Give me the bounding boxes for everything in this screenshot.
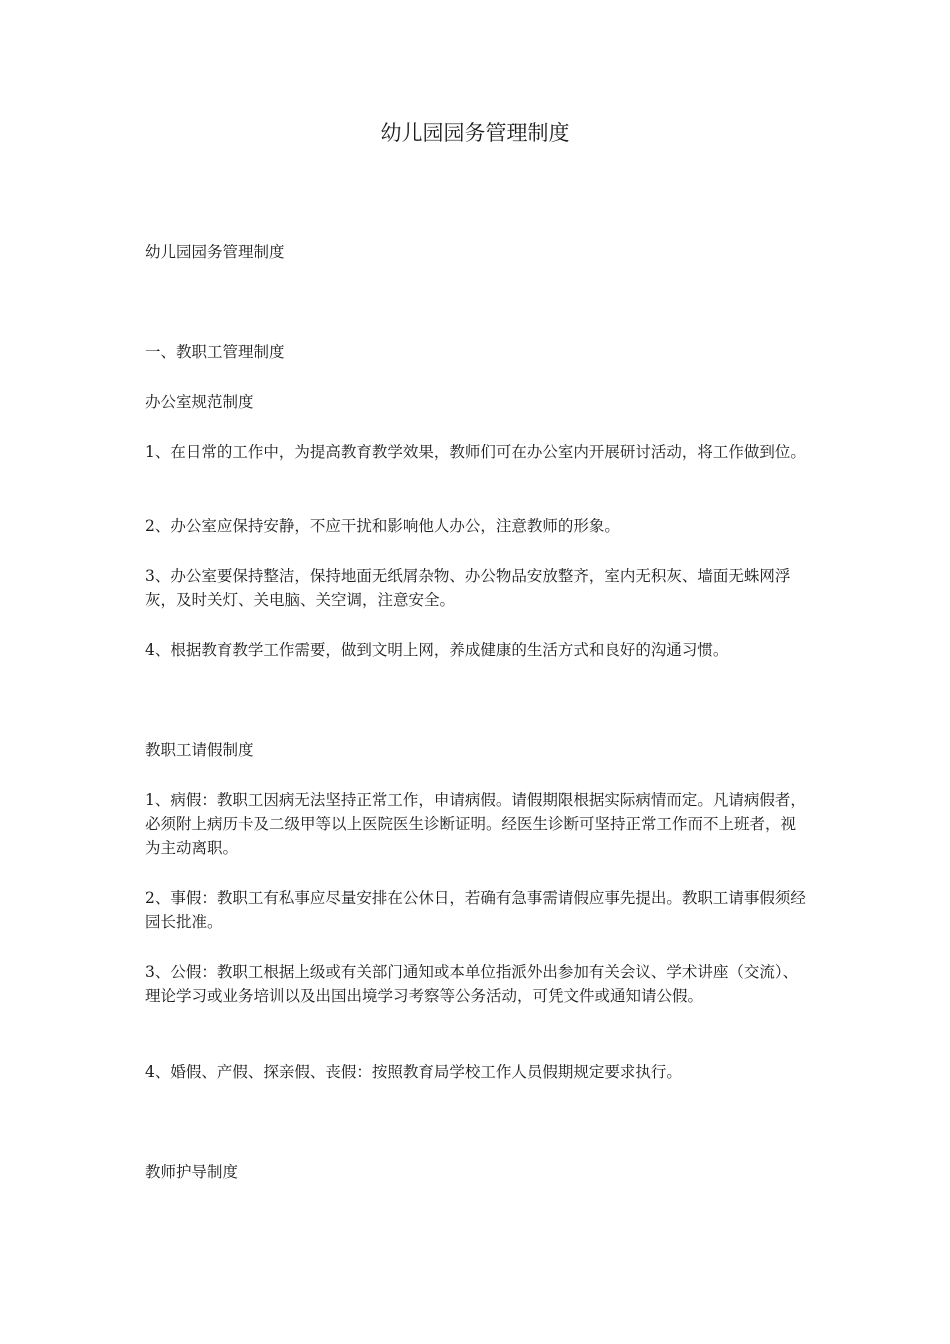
document-subtitle: 幼儿园园务管理制度 bbox=[145, 243, 285, 261]
office-rule-item-2: 2、办公室应保持安静，不应干扰和影响他人办公，注意教师的形象。 bbox=[145, 517, 620, 535]
guidance-rules-heading: 教师护导制度 bbox=[145, 1163, 239, 1181]
document-title: 幼儿园园务管理制度 bbox=[380, 121, 570, 145]
leave-rule-item-3: 3、公假：教职工根据上级或有关部门通知或本单位指派外出参加有关会议、学术讲座（交流）、理论学习或业务培训以及出国出境学习考察等公务活动，可凭文件或通知请公假。 bbox=[145, 963, 799, 1005]
office-rule-item-3: 3、办公室要保持整洁，保持地面无纸屑杂物、办公物品安放整齐，室内无积灰、墙面无蛛网浮灰，及时关灯、关电脑、关空调，注意安全。 bbox=[145, 567, 791, 609]
office-rule-item-1: 1、在日常的工作中，为提高教育教学效果，教师们可在办公室内开展研讨活动，将工作做到位。 bbox=[145, 443, 806, 461]
office-rules-heading: 办公室规范制度 bbox=[145, 393, 254, 411]
leave-rule-item-2: 2、事假：教职工有私事应尽量安排在公休日，若确有急事需请假应事先提出。教职工请事假须经园长批准。 bbox=[145, 889, 806, 931]
leave-rules-heading: 教职工请假制度 bbox=[145, 741, 254, 759]
leave-rule-item-1: 1、病假：教职工因病无法坚持正常工作，申请病假。请假期限根据实际病情而定。凡请病假者，必须附上病历卡及二级甲等以上医院医生诊断证明。经医生诊断可坚持正常工作而不上班者，视为主动离职。 bbox=[145, 791, 806, 857]
office-rule-item-4: 4、根据教育教学工作需要，做到文明上网，养成健康的生活方式和良好的沟通习惯。 bbox=[145, 641, 729, 659]
leave-rule-item-4: 4、婚假、产假、探亲假、丧假：按照教育局学校工作人员假期规定要求执行。 bbox=[145, 1063, 682, 1081]
section-heading-staff-management: 一、教职工管理制度 bbox=[145, 343, 285, 361]
